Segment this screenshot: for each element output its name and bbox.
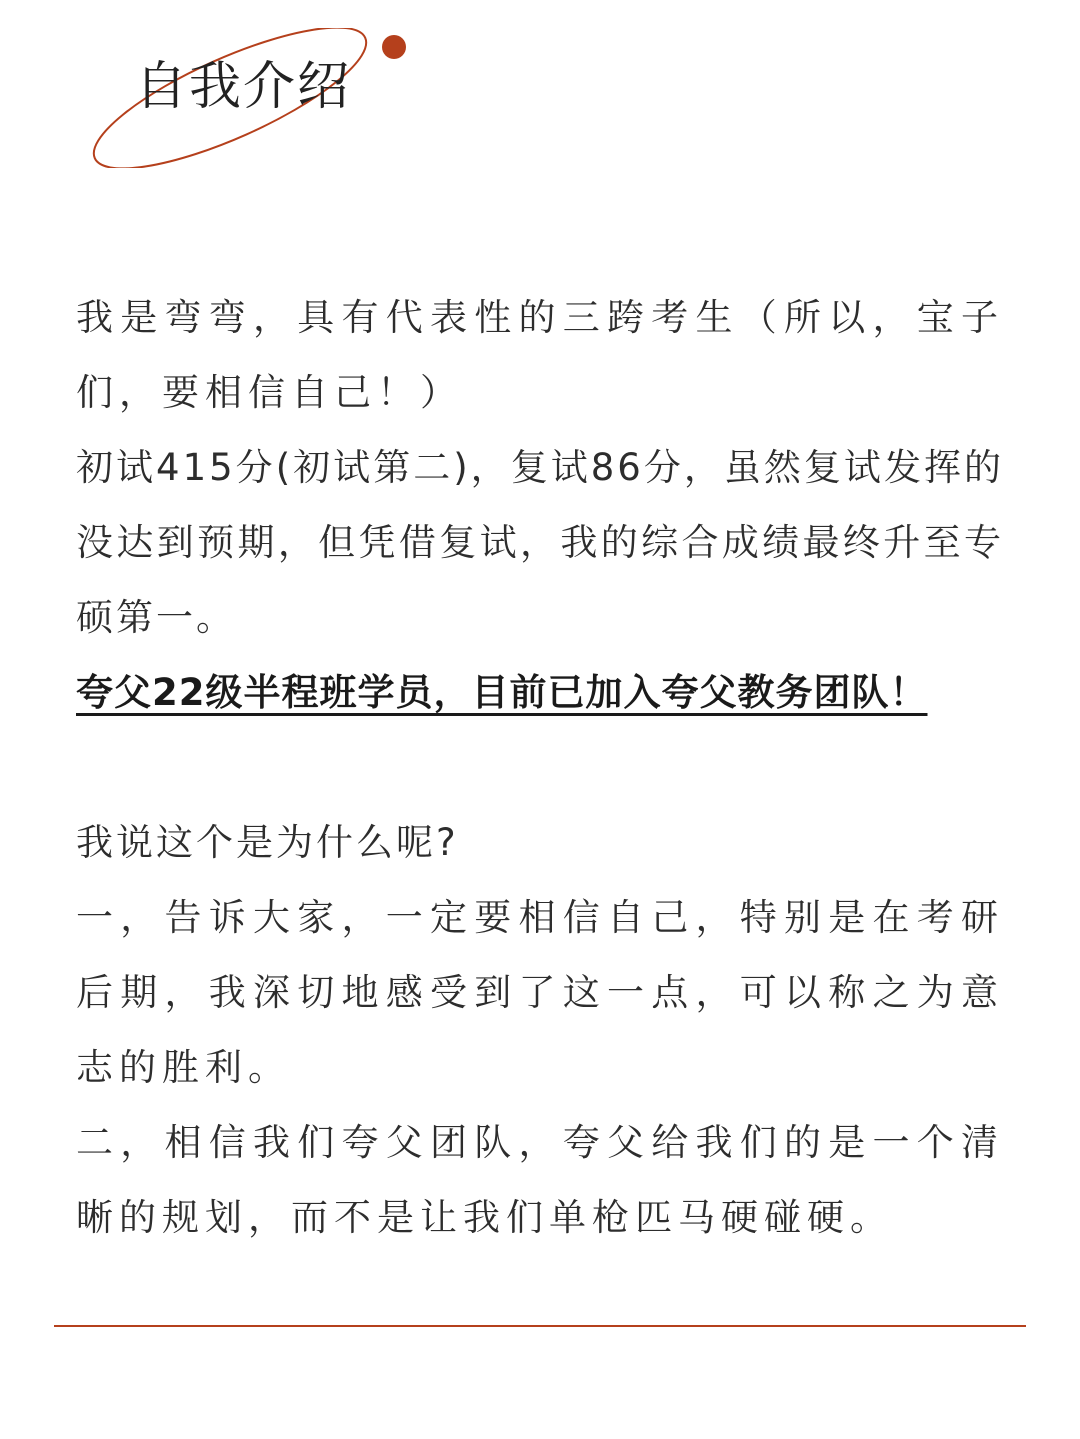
bottom-divider	[54, 1325, 1026, 1327]
accent-dot	[382, 35, 406, 59]
page-title: 自我介绍	[135, 57, 352, 117]
reason-one-paragraph: 一，告诉大家，一定要相信自己，特别是在考研后期，我深切地感受到了这一点，可以称之为意志的胜利。	[76, 896, 1004, 1089]
score-paragraph: 初试415分(初试第二)，复试86分，虽然复试发挥的没达到预期，但凭借复试，我的综合成绩最终升至专硕第一。	[76, 446, 1004, 639]
highlight-paragraph: 夸父22级半程班学员，目前已加入夸父教务团队！	[76, 671, 928, 714]
spacer	[76, 730, 1004, 805]
article-body	[76, 280, 1004, 1255]
reason-two-paragraph: 二，相信我们夸父团队，夸父给我们的是一个清晰的规划，而不是让我们单枪匹马硬碰硬。	[76, 1121, 1004, 1239]
intro-paragraph: 我是弯弯，具有代表性的三跨考生（所以，宝子们，要相信自己！）	[76, 296, 1004, 414]
question-paragraph: 我说这个是为什么呢?	[76, 821, 459, 864]
header	[0, 0, 1080, 180]
